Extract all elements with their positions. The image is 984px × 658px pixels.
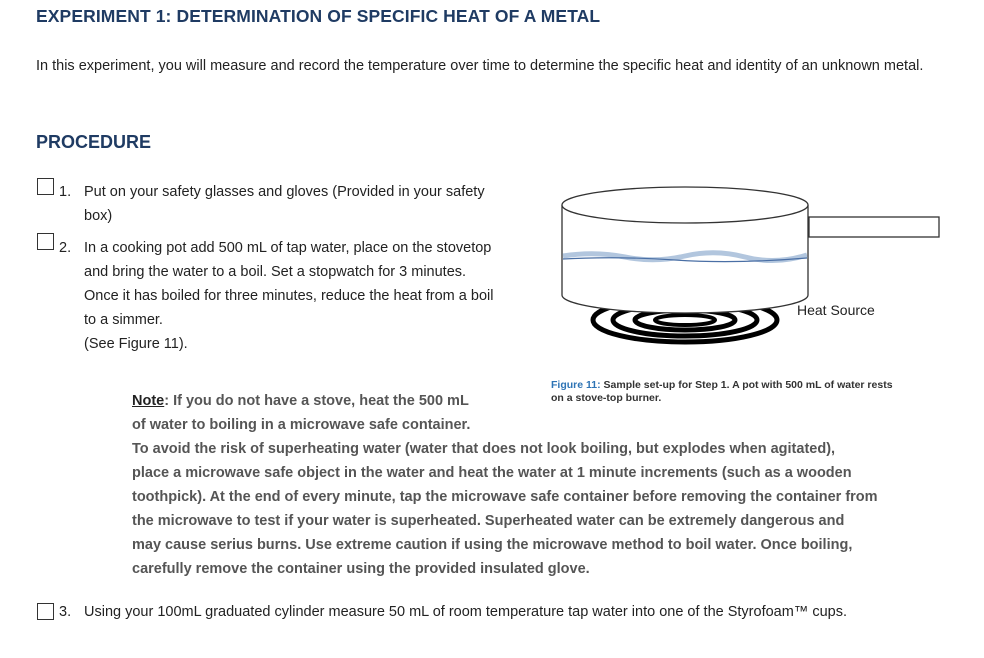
figure-caption-text: Sample set-up for Step 1. A pot with 500 mL of water rests: [600, 379, 893, 391]
heat-source-label: Heat Source: [797, 302, 875, 318]
step-1-line: Put on your safety glasses and gloves (Provided in your safety: [84, 184, 485, 200]
pot-rim: [562, 187, 808, 223]
note-line: place a microwave safe object in the water and heat the water at 1 minute increments (such as a wooden: [132, 465, 852, 481]
page-title: EXPERIMENT 1: DETERMINATION OF SPECIFIC HEAT OF A METAL: [36, 6, 601, 26]
figure-caption-text: on a stove-top burner.: [551, 392, 662, 404]
step-1-checkbox[interactable]: [37, 178, 54, 195]
figure-caption-label: Figure 11:: [551, 379, 601, 391]
note-line: toothpick). At the end of every minute, tap the microwave safe container before removing the container from: [132, 489, 878, 505]
step-3-checkbox[interactable]: [37, 603, 54, 620]
note-line: of water to boiling in a microwave safe container.: [132, 417, 471, 433]
note-block: [132, 389, 962, 581]
note-line: the microwave to test if your water is superheated. Superheated water can be extremely dangerous and: [132, 513, 845, 529]
step-2-line: In a cooking pot add 500 mL of tap water, place on the stovetop: [84, 240, 492, 256]
step-1-line: box): [84, 208, 113, 224]
pot-handle: [809, 217, 939, 237]
note-line: : If you do not have a stove, heat the 500 mL: [164, 393, 469, 409]
note-line: may cause serius burns. Use extreme caution if using the microwave method to boil water. Once boiling,: [132, 537, 853, 553]
procedure-heading: PROCEDURE: [36, 132, 152, 152]
step-1-number: 1.: [59, 184, 72, 200]
note-label: Note: [132, 393, 165, 409]
intro-paragraph: In this experiment, you will measure and record the temperature over time to determine the specific heat and identity of an unknown metal.: [36, 58, 924, 74]
step-2-number: 2.: [59, 240, 72, 256]
note-line: To avoid the risk of superheating water (water that does not look boiling, but explodes when agitated),: [132, 441, 836, 457]
pot-on-stove-figure: [555, 180, 950, 345]
step-2-text: [84, 236, 554, 356]
note-line: carefully remove the container using the provided insulated glove.: [132, 561, 590, 577]
step-2-line: and bring the water to a boil. Set a stopwatch for 3 minutes.: [84, 264, 467, 280]
step-2-line: (See Figure 11).: [84, 336, 188, 352]
step-2-line: Once it has boiled for three minutes, reduce the heat from a boil: [84, 288, 494, 304]
step-1-text: [84, 180, 544, 228]
step-2-checkbox[interactable]: [37, 233, 54, 250]
step-3-number: 3.: [59, 604, 72, 620]
step-2-line: to a simmer.: [84, 312, 163, 328]
step-3-text: Using your 100mL graduated cylinder measure 50 mL of room temperature tap water into one of the Styrofoam™ cups.: [84, 604, 847, 620]
